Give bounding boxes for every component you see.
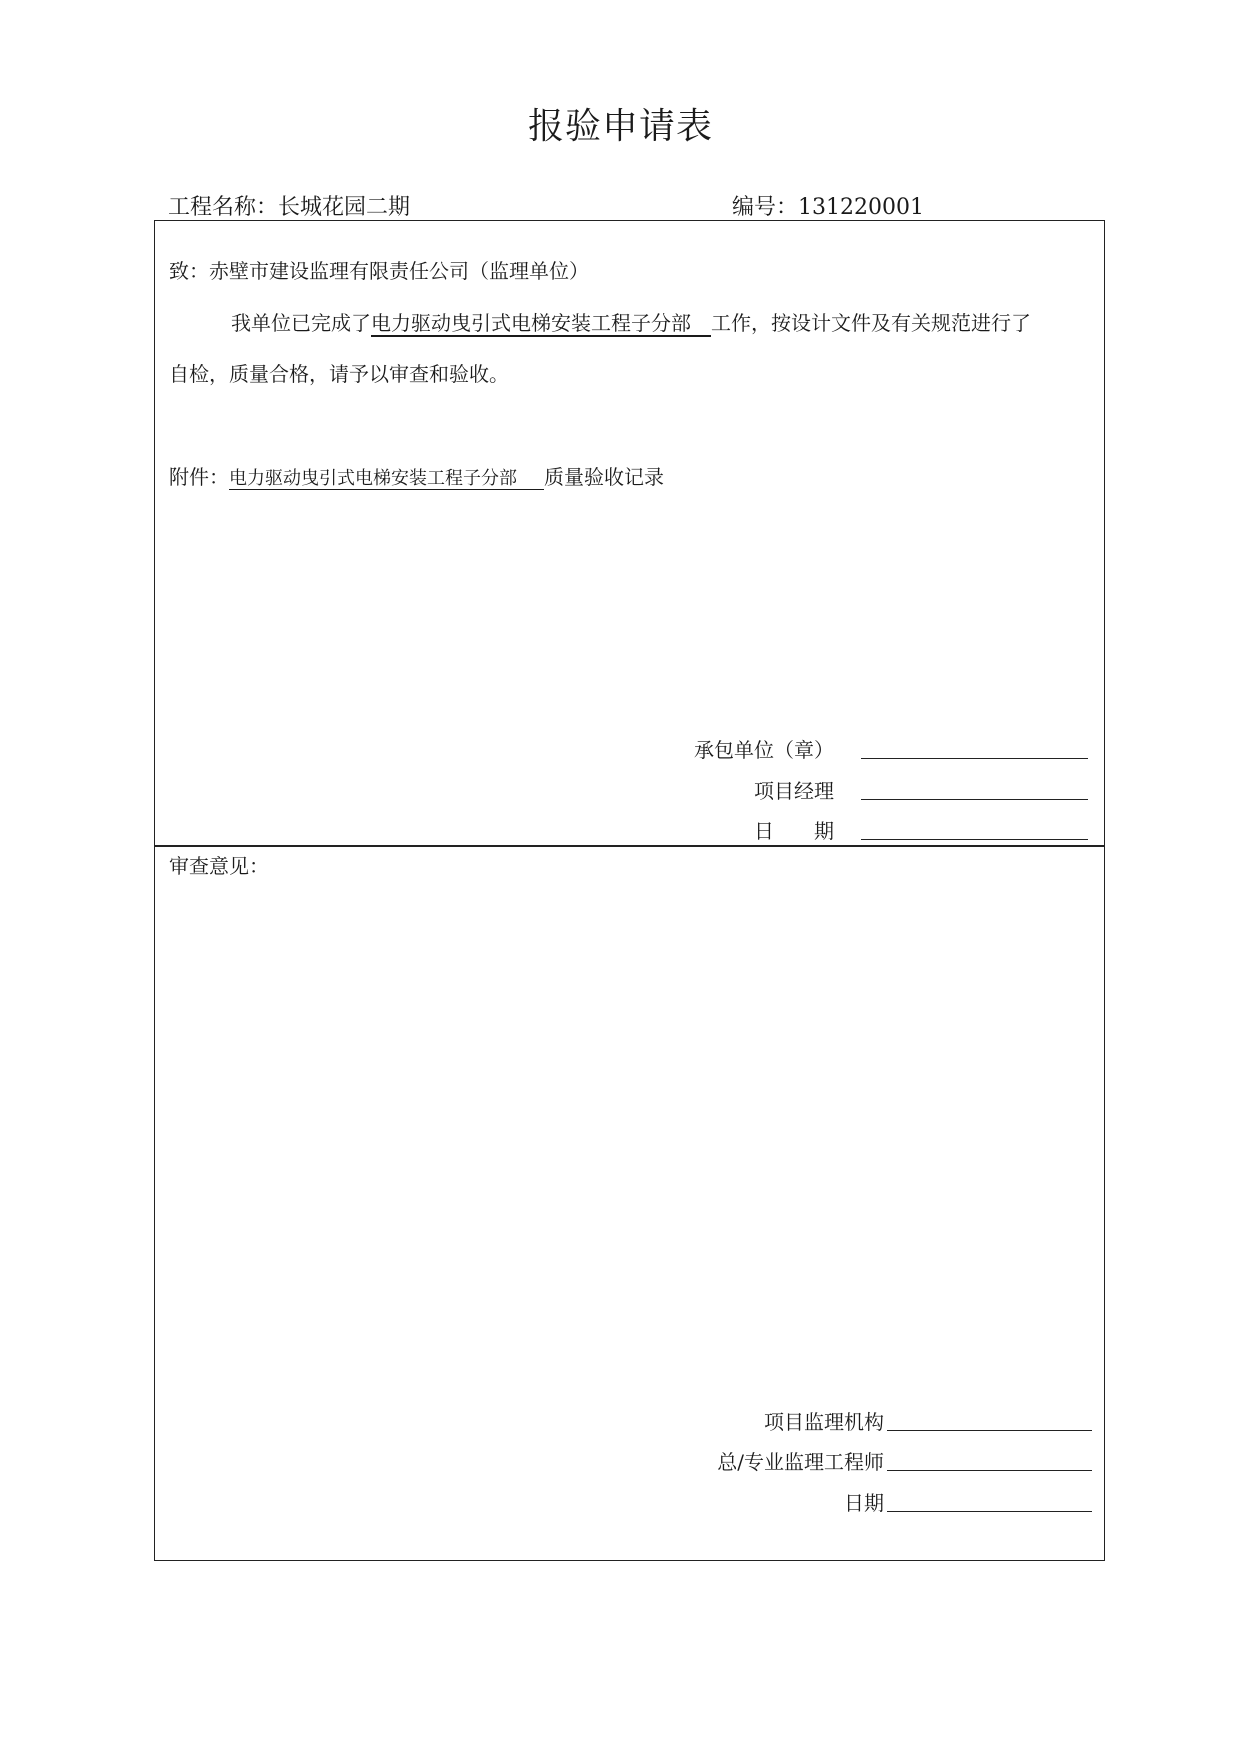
contractor-signature-label: 承包单位（章） [694, 738, 834, 762]
form-number-value: 131220001 [798, 195, 924, 220]
project-name-field [168, 190, 410, 221]
contractor-signature-blank[interactable] [861, 758, 1088, 759]
project-name-value: 长城花园二期 [278, 195, 411, 220]
attachment-item: 电力驱动曳引式电梯安装工程子分部 [229, 468, 517, 489]
supervising-engineer-blank[interactable] [887, 1470, 1092, 1471]
supervising-engineer-label: 总/专业监理工程师 [717, 1450, 884, 1474]
supervision-org-label: 项目监理机构 [764, 1410, 884, 1434]
body-suffix: 工作，按设计文件及有关规范进行了 [711, 311, 1031, 335]
review-section [154, 845, 1105, 1561]
attachment-suffix: 质量验收记录 [544, 465, 664, 489]
supervision-org-blank[interactable] [887, 1430, 1092, 1431]
application-section [154, 220, 1105, 847]
application-body-line1 [231, 307, 1031, 336]
addressee-line: 致：赤壁市建设监理有限责任公司（监理单位） [169, 259, 589, 283]
project-manager-blank[interactable] [861, 799, 1088, 800]
body-prefix: 我单位已完成了 [231, 311, 371, 335]
completed-work-item: 电力驱动曳引式电梯安装工程子分部 [371, 311, 691, 335]
attachment-line [169, 461, 664, 490]
application-date-blank[interactable] [861, 839, 1088, 840]
project-manager-label: 项目经理 [754, 779, 834, 803]
review-date-blank[interactable] [887, 1511, 1092, 1512]
form-title: 报验申请表 [527, 106, 713, 147]
form-number-field [732, 190, 924, 221]
review-opinion-label: 审查意见： [169, 854, 269, 878]
review-date-label: 日期 [844, 1491, 884, 1515]
project-name-label: 工程名称： [168, 195, 279, 220]
attachment-label: 附件： [169, 465, 229, 489]
application-body-line2: 自检，质量合格，请予以审查和验收。 [169, 362, 509, 386]
application-date-label: 日 期 [754, 819, 834, 843]
form-number-label: 编号： [732, 195, 799, 220]
